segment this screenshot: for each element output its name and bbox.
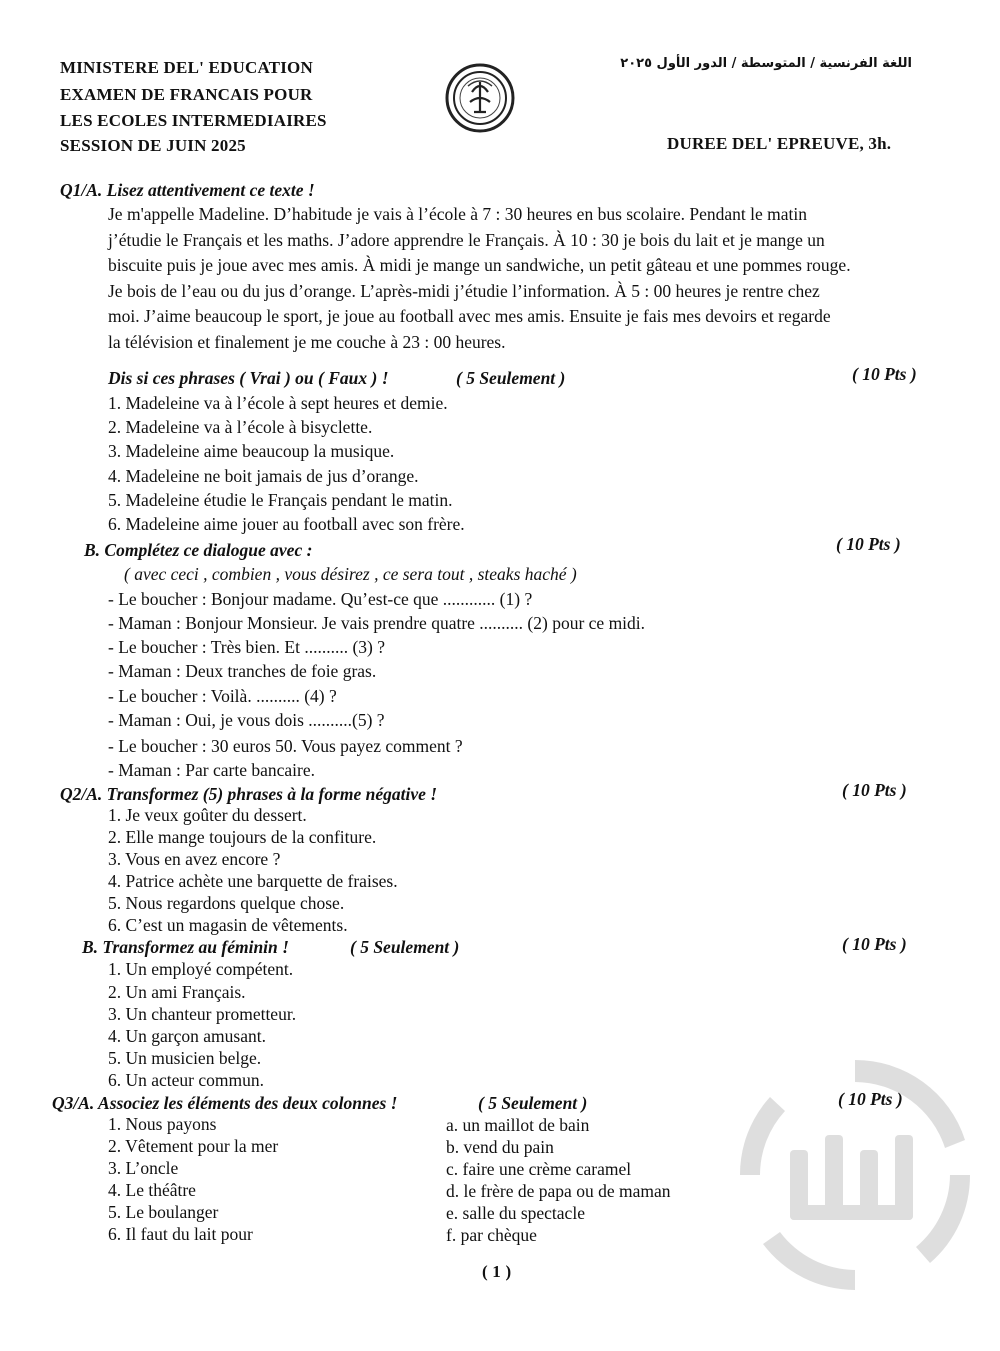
text-line: moi. J’aime beaucoup le sport, je joue au football avec mes amis. Ensuite je fais mes devoirs et regarde <box>108 306 831 327</box>
column-left-item: 2. Vêtement pour la mer <box>108 1136 279 1156</box>
list-item: 4. Un garçon amusant. <box>108 1026 266 1046</box>
list-item: 4. Madeleine ne boit jamais de jus d’orange. <box>108 466 419 486</box>
list-item: 3. Vous en avez encore ? <box>108 849 281 869</box>
text-line: la télévision et finalement je me couche à 23 : 00 heures. <box>108 331 506 352</box>
q1b-word-bank: ( avec ceci , combien , vous désirez , ce sera tout , steaks haché ) <box>124 564 577 584</box>
header-schools: LES ECOLES INTERMEDIAIRES <box>60 111 327 130</box>
header-arabic: اللغة الفرنسية / المتوسطة / الدور الأول ٢٠٢٥ <box>620 56 912 71</box>
list-item: 2. Elle mange toujours de la confiture. <box>108 827 377 847</box>
dialogue-line: - Le boucher : Bonjour madame. Qu’est-ce que ............ (1) ? <box>108 589 533 609</box>
list-item: 5. Nous regardons quelque chose. <box>108 893 345 913</box>
list-item: 6. Madeleine aime jouer au football avec son frère. <box>108 514 465 534</box>
dialogue-line: - Le boucher : Voilà. .......... (4) ? <box>108 686 337 706</box>
list-item: 3. Madeleine aime beaucoup la musique. <box>108 441 395 461</box>
list-item: 6. Un acteur commun. <box>108 1070 264 1090</box>
column-left-item: 3. L’oncle <box>108 1158 179 1178</box>
q1b-points: ( 10 Pts ) <box>836 534 901 554</box>
column-right-item: a. un maillot de bain <box>446 1115 590 1135</box>
list-item: 2. Un ami Français. <box>108 982 246 1002</box>
list-item: 1. Madeleine va à l’école à sept heures et demie. <box>108 393 448 413</box>
list-item: 4. Patrice achète une barquette de fraises. <box>108 871 398 891</box>
q2a-points: ( 10 Pts ) <box>842 780 907 800</box>
q2b-limit: ( 5 Seulement ) <box>350 937 460 957</box>
dialogue-line: - Maman : Bonjour Monsieur. Je vais prendre quatre .......... (2) pour ce midi. <box>108 613 646 633</box>
list-item: 1. Je veux goûter du dessert. <box>108 805 307 825</box>
dialogue-line: - Le boucher : 30 euros 50. Vous payez comment ? <box>108 736 463 756</box>
q1a-reading-text <box>108 202 930 356</box>
q2b-points: ( 10 Pts ) <box>842 934 907 954</box>
header-exam: EXAMEN DE FRANCAIS POUR <box>60 85 313 104</box>
list-item: 2. Madeleine va à l’école à bisyclette. <box>108 417 373 437</box>
dialogue-line: - Le boucher : Très bien. Et .......... (3) ? <box>108 637 386 657</box>
header-duration: DUREE DEL' EPREUVE, 3h. <box>667 134 892 153</box>
list-item: 1. Un employé compétent. <box>108 959 294 979</box>
text-line: Je bois de l’eau ou du jus d’orange. L’après-midi j’étudie l’information. À 5 : 00 heures je rentre chez <box>108 280 820 301</box>
page-number: ( 1 ) <box>482 1262 512 1281</box>
column-right-item: d. le frère de papa ou de maman <box>446 1181 671 1201</box>
column-left-item: 5. Le boulanger <box>108 1202 219 1222</box>
text-line: Je m'appelle Madeline. D’habitude je vais à l’école à 7 : 30 heures en bus scolaire. Pendant le matin <box>108 204 808 224</box>
q1b-title: B. Complétez ce dialogue avec : <box>84 540 313 560</box>
q2a-title: Q2/A. Transformez (5) phrases à la forme négative ! <box>60 784 438 804</box>
column-left-item: 4. Le théâtre <box>108 1180 196 1200</box>
text-line: biscuite puis je joue avec mes amis. À midi je mange un sandwiche, un petit gâteau et une pommes rouge. <box>108 255 851 276</box>
text-line: j’étudie le Français et les maths. J’adore apprendre le Français. À 10 : 30 je bois du lait et je mange un <box>108 229 825 250</box>
column-right-item: e. salle du spectacle <box>446 1203 585 1223</box>
q1a-instruction: Dis si ces phrases ( Vrai ) ou ( Faux ) ! <box>108 368 389 388</box>
list-item: 5. Madeleine étudie le Français pendant le matin. <box>108 490 453 510</box>
list-item: 5. Un musicien belge. <box>108 1048 262 1068</box>
q2b-title: B. Transformez au féminin ! <box>82 937 289 957</box>
column-left-item: 6. Il faut du lait pour <box>108 1224 253 1244</box>
header-ministry: MINISTERE DEL' EDUCATION <box>60 58 313 77</box>
column-right-item: b. vend du pain <box>446 1137 554 1157</box>
column-right-item: c. faire une crème caramel <box>446 1159 632 1179</box>
q1a-points: ( 10 Pts ) <box>852 364 917 384</box>
q3a-title: Q3/A. Associez les éléments des deux colonnes ! <box>52 1093 398 1113</box>
column-left-item: 1. Nous payons <box>108 1114 217 1134</box>
watermark-logo-icon <box>720 1040 990 1310</box>
q3a-points: ( 10 Pts ) <box>838 1089 903 1109</box>
list-item: 3. Un chanteur prometteur. <box>108 1004 297 1024</box>
ministry-seal-icon <box>444 62 516 134</box>
column-right-item: f. par chèque <box>446 1225 537 1245</box>
list-item: 6. C’est un magasin de vêtements. <box>108 915 348 935</box>
dialogue-line: - Maman : Deux tranches de foie gras. <box>108 661 377 681</box>
header-session: SESSION DE JUIN 2025 <box>60 136 246 155</box>
dialogue-line: - Maman : Par carte bancaire. <box>108 760 315 780</box>
q3a-limit: ( 5 Seulement ) <box>478 1093 588 1113</box>
q1a-limit: ( 5 Seulement ) <box>456 368 566 388</box>
q1a-title: Q1/A. Lisez attentivement ce texte ! <box>60 180 315 200</box>
dialogue-line: - Maman : Oui, je vous dois ..........(5) ? <box>108 710 385 730</box>
